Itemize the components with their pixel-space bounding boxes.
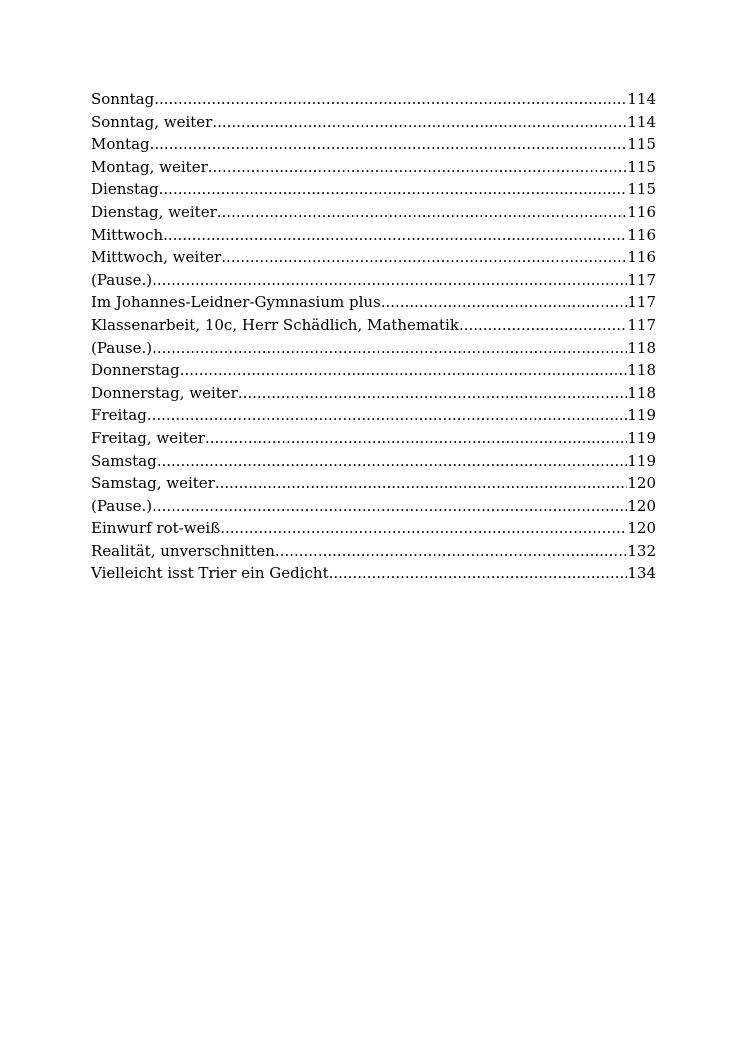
toc-entry-page: 114 [627,112,656,131]
toc-entry-title: Montag [91,135,150,154]
toc-entry-page: 118 [627,338,656,357]
toc-entry-title: Im Johannes-Leidner-Gymnasium plus [91,293,381,312]
toc-entry-page: 117 [627,293,656,312]
toc-entry-page: 118 [627,361,656,380]
dot-leader [212,111,627,134]
dot-leader [221,246,627,269]
dot-leader [157,450,628,473]
toc-entry [91,224,656,247]
toc-entry [91,427,656,450]
toc-entry-title: Realität, unverschnitten. [91,541,280,560]
dot-leader [152,337,627,360]
toc-entry-page: 115 [627,135,656,154]
toc-entry [91,562,656,585]
toc-entry [91,404,656,427]
toc-entry-page: 116 [627,248,656,267]
toc-entry [91,314,656,337]
dot-leader [180,359,628,382]
toc-entry-title: Samstag, weiter [91,474,215,493]
toc-entry-page: 117 [627,315,656,334]
toc-entry [91,111,656,134]
toc-entry-page: 114 [627,90,656,108]
toc-entry-page: 115 [627,180,656,199]
toc-entry [91,291,656,314]
toc-entry-page: 117 [627,270,656,289]
toc-entry-title: Dienstag, weiter [91,202,217,221]
toc-entry-title: Donnerstag [91,361,180,380]
toc-entry [91,517,656,540]
toc-entry [91,269,656,292]
toc-entry-title: Montag, weiter [91,157,208,176]
dot-leader [163,224,627,247]
toc-entry [91,156,656,179]
toc-entry-page: 118 [627,383,656,402]
toc-entry-title: (Pause.) [91,270,153,289]
toc-entry-title: Freitag, weiter [91,428,205,447]
toc-entry [91,337,656,360]
table-of-contents [91,88,656,585]
toc-entry [91,88,656,111]
toc-entry-title: Einwurf rot-weiß [91,519,221,538]
toc-entry-page: 120 [627,474,656,493]
dot-leader [238,382,628,405]
toc-entry-title: Mittwoch, weiter [91,248,222,267]
dot-leader [147,404,628,427]
toc-entry-page: 119 [627,406,656,425]
dot-leader [280,540,628,563]
toc-entry [91,382,656,405]
toc-entry [91,495,656,518]
dot-leader [381,291,628,314]
toc-entry-title: Donnerstag, weiter [91,383,238,402]
toc-entry-title: Mittwoch [91,225,164,244]
toc-entry-page: 116 [627,225,656,244]
toc-entry [91,178,656,201]
dot-leader [459,314,627,337]
toc-entry [91,201,656,224]
dot-leader [220,517,627,540]
dot-leader [329,562,628,585]
toc-entry-page: 115 [627,157,656,176]
dot-leader [152,495,627,518]
dot-leader [217,201,628,224]
toc-entry-page: 132 [627,541,656,560]
toc-entry-title: Sonntag, weiter [91,112,213,131]
toc-entry-page: 116 [627,202,656,221]
toc-entry [91,472,656,495]
toc-entry [91,450,656,473]
dot-leader [152,269,627,292]
dot-leader [208,156,628,179]
dot-leader [150,133,628,156]
toc-entry-title: Samstag [91,451,157,470]
toc-entry-page: 119 [627,451,656,470]
dot-leader [205,427,627,450]
toc-entry-title: Klassenarbeit, 10c, Herr Schädlich, Mathematik [91,315,459,334]
toc-entry [91,133,656,156]
toc-entry-page: 120 [627,496,656,515]
toc-entry [91,359,656,382]
dot-leader [215,472,628,495]
toc-entry-title: Sonntag [91,90,155,108]
toc-entry-title: Dienstag [91,180,159,199]
toc-entry-title: Vielleicht isst Trier ein Gedicht [91,564,329,583]
dot-leader [159,178,628,201]
toc-entry-title: (Pause.) [91,338,153,357]
dot-leader [154,88,627,111]
toc-entry-page: 120 [627,519,656,538]
toc-entry-title: Freitag [91,406,147,425]
toc-entry [91,540,656,563]
toc-entry-page: 134 [627,564,656,583]
toc-entry-page: 119 [627,428,656,447]
toc-entry [91,246,656,269]
toc-entry-title: (Pause.) [91,496,153,515]
